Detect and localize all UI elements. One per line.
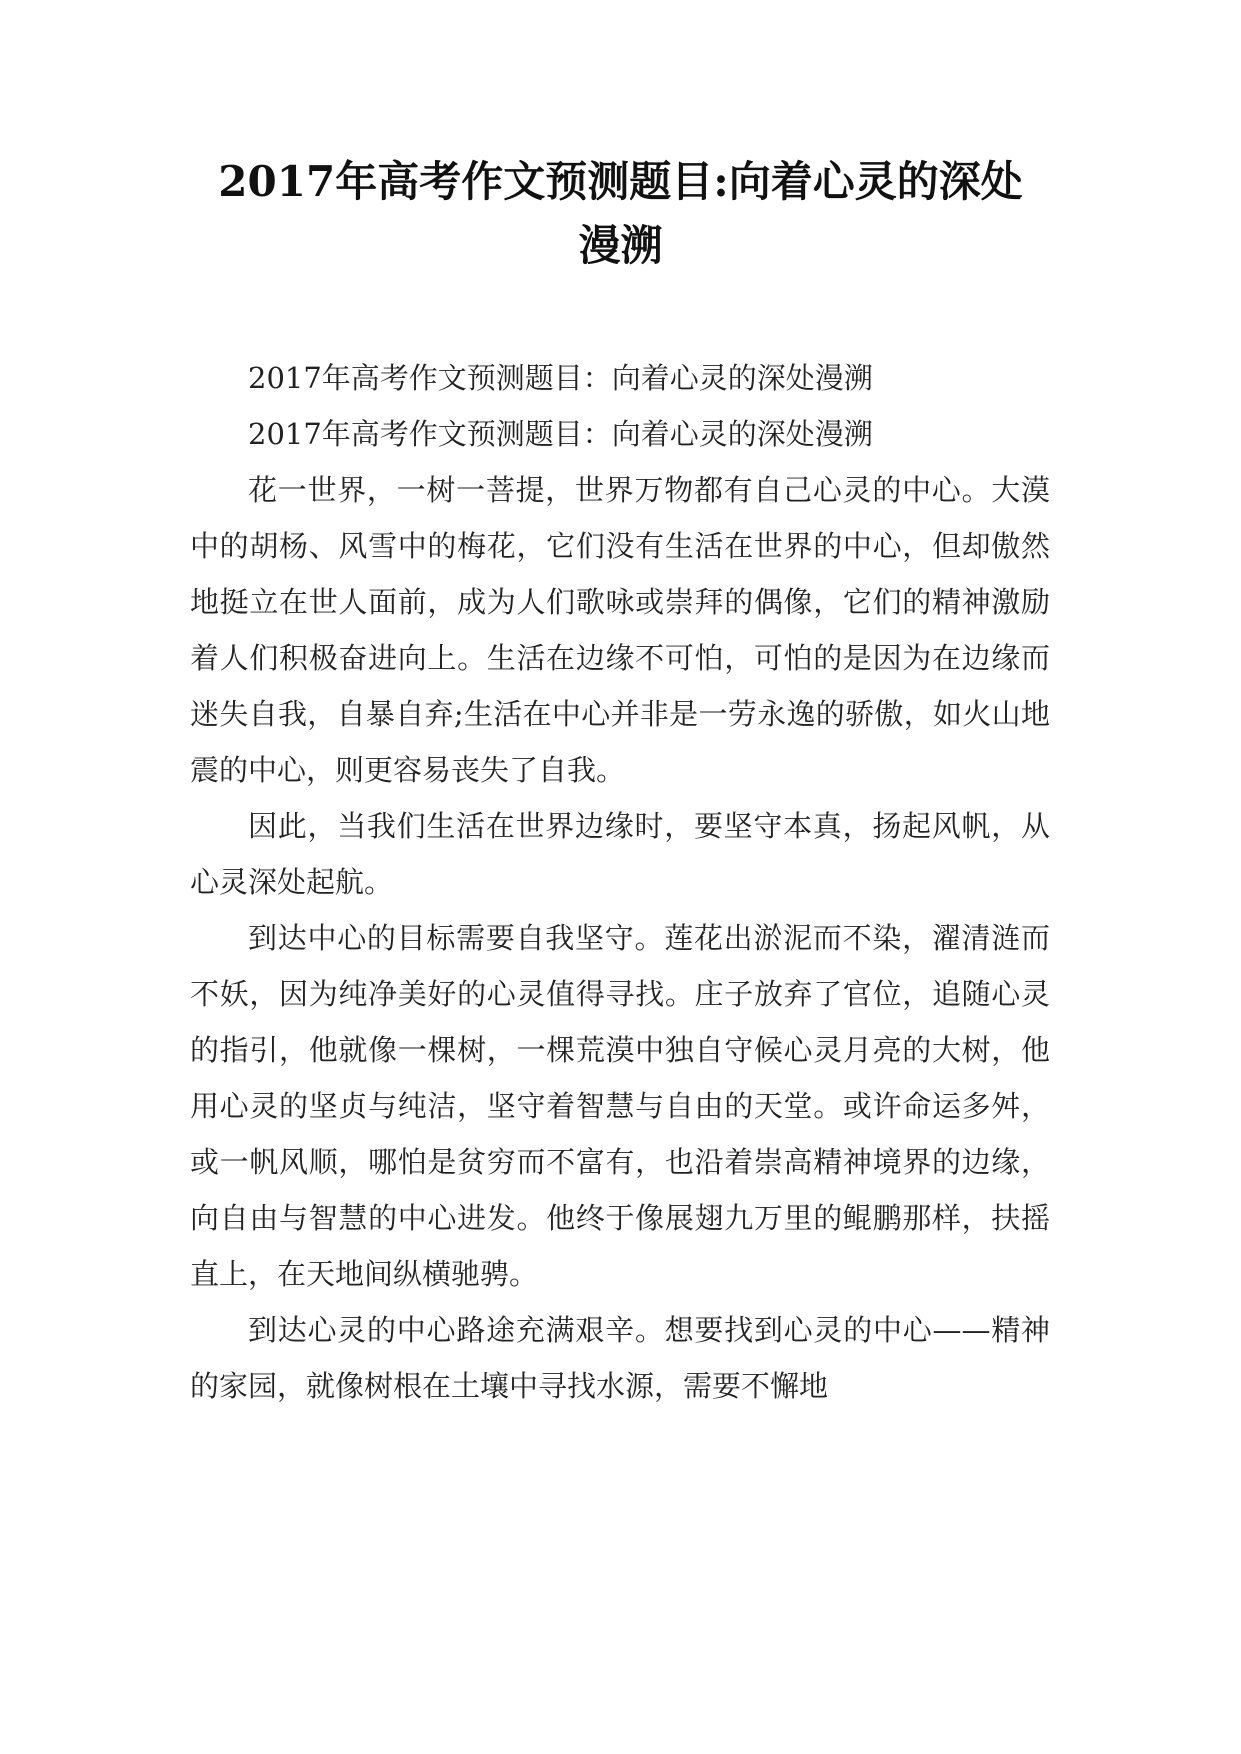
title-line-1: 2017年高考作文预测题目:向着心灵的深处 — [218, 157, 1023, 206]
paragraph: 因此，当我们生活在世界边缘时，要坚守本真，扬起风帆，从心灵深处起航。 — [190, 809, 1050, 899]
document-title — [140, 150, 1101, 278]
paragraph: 到达中心的目标需要自我坚守。莲花出淤泥而不染，濯清涟而不妖，因为纯净美好的心灵值得寻找。庄子放弃了官位，追随心灵的指引，他就像一棵树，一棵荒漠中独自守候心灵月亮的大树，他用心灵的坚贞与纯洁，坚守着智慧与自由的天堂。或许命运多舛，或一帆风顺，哪怕是贫穷而不富有，也沿着崇高精神境界的边缘，向自由与智慧的中心进发。他终于像展翅九万里的鲲鹏那样，扶摇直上，在天地间纵横驰骋。 — [190, 921, 1050, 1291]
paragraph: 花一世界，一树一菩提，世界万物都有自己心灵的中心。大漠中的胡杨、风雪中的梅花，它们没有生活在世界的中心，但却傲然地挺立在世人面前，成为人们歌咏或崇拜的偶像，它们的精神激励着人们积极奋进向上。生活在边缘不可怕，可怕的是因为在边缘而迷失自我，自暴自弃;生活在中心并非是一劳永逸的骄傲，如火山地震的中心，则更容易丧失了自我。 — [190, 473, 1050, 787]
title-line-2: 漫溯 — [578, 221, 663, 270]
paragraph: 2017年高考作文预测题目：向着心灵的深处漫溯 — [248, 417, 873, 451]
paragraph: 到达心灵的中心路途充满艰辛。想要找到心灵的中心——精神的家园，就像树根在土壤中寻找水源，需要不懈地 — [190, 1313, 1050, 1403]
paragraph: 2017年高考作文预测题目：向着心灵的深处漫溯 — [248, 361, 873, 395]
document-body — [190, 350, 1050, 1414]
